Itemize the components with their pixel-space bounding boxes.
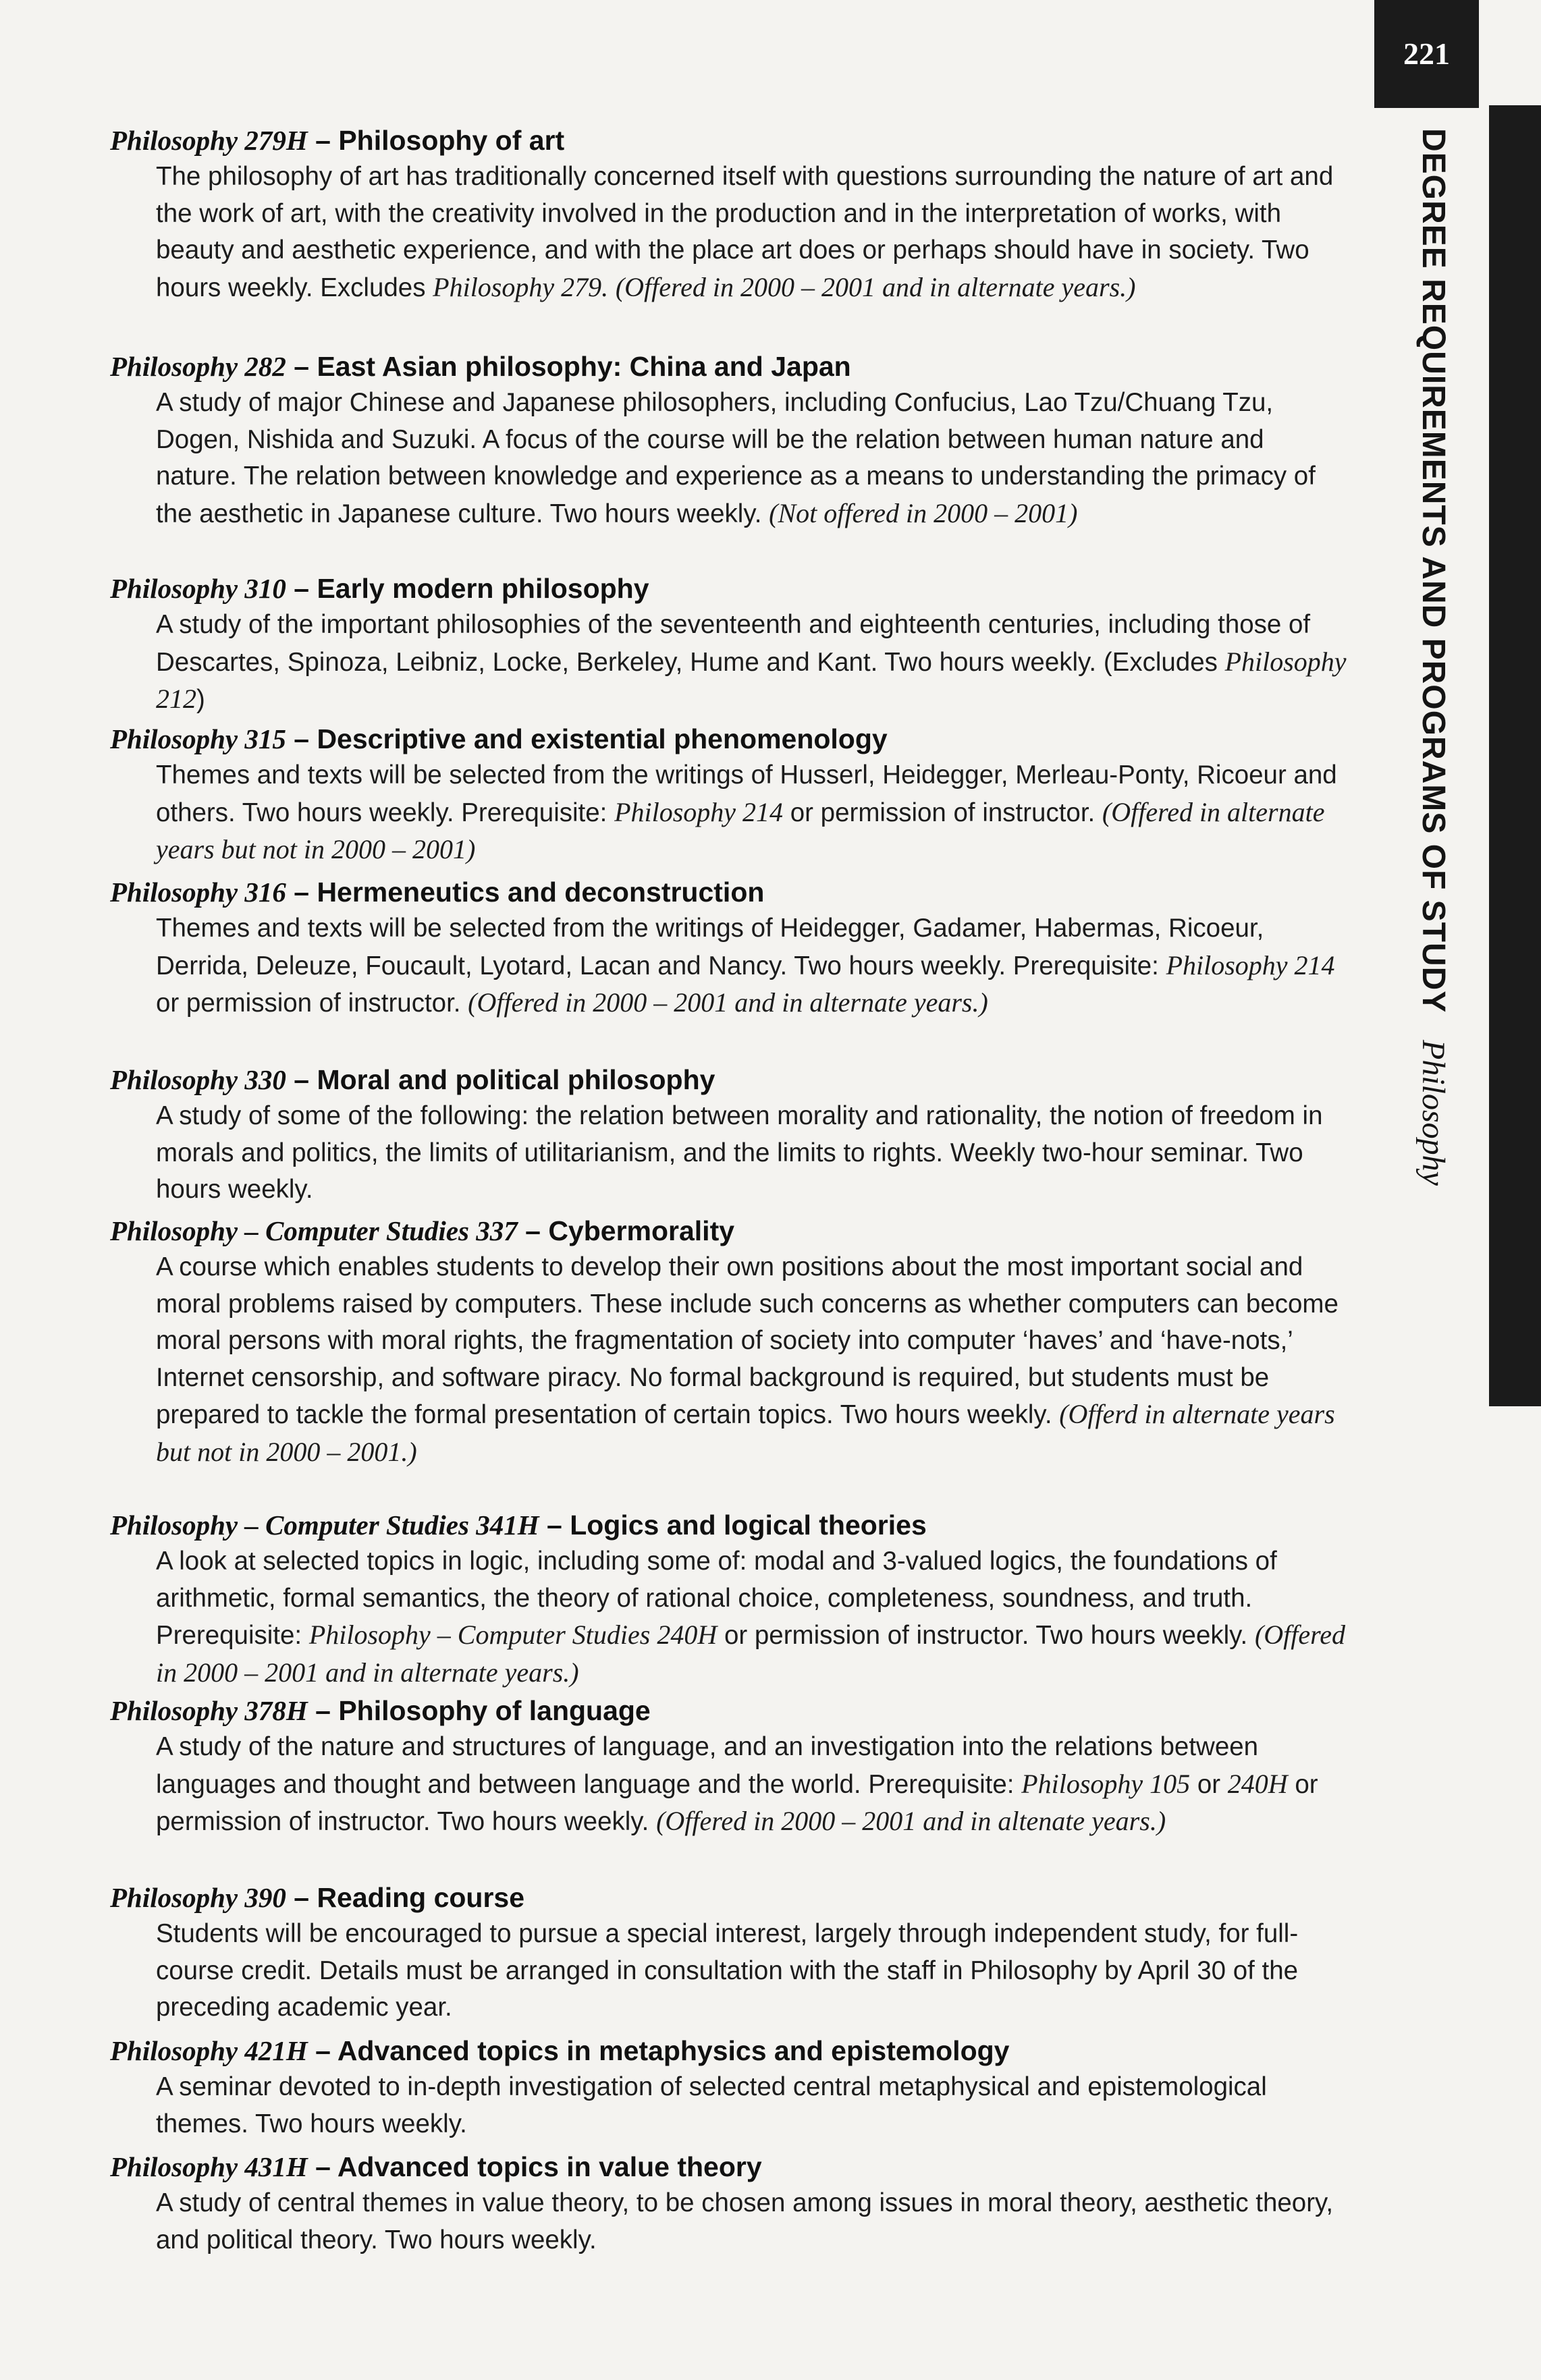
course-description (156, 910, 1347, 1022)
course-description (156, 385, 1347, 532)
course-description (156, 1098, 1347, 1209)
italic-text-run: (Offered in 2000 – 2001 and in alternate years.) (468, 987, 988, 1018)
text-run: or permission of instructor. Two hours weekly. (717, 1621, 1255, 1650)
course-name: Advanced topics in value theory (337, 2151, 762, 2182)
course-code: Philosophy 279H (110, 125, 308, 156)
italic-text-run: 240H (1227, 1768, 1288, 1799)
course-description (156, 1916, 1347, 2026)
course-code: Philosophy 378H (110, 1695, 308, 1726)
course-description (156, 1729, 1347, 1841)
italic-text-run: (Offered in 2000 – 2001 and in altenate years.) (656, 1806, 1166, 1836)
course-title: Philosophy – Computer Studies 337 – Cybermorality (110, 1215, 735, 1246)
text-run: A study of the nature and structures of language, and an investigation into the relations between languages and thought and between language and the world. Prerequisite: (156, 1732, 1259, 1799)
course-title: Philosophy 421H – Advanced topics in metaphysics and epistemology (110, 2035, 1010, 2066)
course-description (156, 2185, 1347, 2259)
text-run: or permission of instructor. (156, 989, 468, 1018)
course-code: Philosophy – Computer Studies 341H (110, 1510, 539, 1541)
text-run: A study of major Chinese and Japanese philosophers, including Confucius, Lao Tzu/Chuang Tzu, Dogen, Nishida and Suzuki. A focus of the course will be the relation between human nature and nature. The relation between knowledge and experience as a means to understanding the primacy of the aesthetic in Japanese culture. Two hours weekly. (156, 388, 1316, 528)
course-code: Philosophy 421H (110, 2035, 308, 2066)
course-description (156, 1249, 1347, 1471)
course-description (156, 607, 1347, 719)
text-run: A study of the important philosophies of the seventeenth and eighteenth centuries, including those of Descartes, Spinoza, Leibniz, Locke, Berkeley, Hume and Kant. Two hours weekly. (Excludes (156, 610, 1311, 677)
text-run: ) (196, 685, 205, 714)
course-description (156, 2069, 1347, 2142)
course-code: Philosophy 315 (110, 723, 286, 754)
course-code: Philosophy 310 (110, 573, 286, 604)
course-name: Cybermorality (548, 1215, 735, 1246)
course-title: Philosophy 310 – Early modern philosophy (110, 573, 649, 604)
course-name: Hermeneutics and deconstruction (317, 877, 765, 908)
text-run: Students will be encouraged to pursue a special interest, largely through independent study, for full-course credit. Details must be arranged in consultation with the staff in Philosophy by April 30 of the preceding academic year. (156, 1919, 1299, 2022)
section-heading: DEGREE REQUIREMENTS AND PROGRAMS OF STUDY (1415, 128, 1451, 1014)
section-tab-bar (1489, 105, 1541, 1406)
side-section-heading (1413, 128, 1453, 1186)
italic-text-run: (Not offered in 2000 – 2001) (769, 497, 1078, 528)
course-name: Philosophy of language (338, 1695, 651, 1726)
italic-text-run: Philosophy 212 (156, 646, 1347, 714)
course-code: Philosophy 316 (110, 877, 286, 908)
course-title: Philosophy 431H – Advanced topics in value theory (110, 2151, 762, 2182)
course-name: Early modern philosophy (317, 573, 649, 604)
course-title: Philosophy 378H – Philosophy of language (110, 1695, 651, 1726)
course-code: Philosophy 390 (110, 1882, 286, 1913)
italic-text-run: Philosophy – Computer Studies 240H (308, 1620, 718, 1650)
course-name: Moral and political philosophy (317, 1064, 715, 1095)
text-run: The philosophy of art has traditionally concerned itself with questions surrounding the nature of art and the work of art, with the creativity involved in the production and in the interpretation of works, with beauty and aesthetic experience, and with the place art does or perhaps should have in society. Two hours weekly. Excludes (156, 162, 1334, 302)
course-name: Reading course (317, 1882, 525, 1913)
italic-text-run: (Offered in alternate years but not in 2000 – 2001) (156, 796, 1325, 864)
course-description (156, 159, 1347, 306)
text-run: A seminar devoted to in-depth investigation of selected central metaphysical and epistemological themes. Two hours weekly. (156, 2072, 1267, 2138)
italic-text-run: (Offerd in alternate years but not in 2000 – 2001.) (156, 1399, 1335, 1467)
course-description (156, 1543, 1347, 1692)
text-run: or permission of instructor. Two hours weekly. (156, 1769, 1318, 1836)
italic-text-run: Philosophy 105 (1021, 1768, 1191, 1799)
course-name: Philosophy of art (338, 125, 565, 156)
text-run: Themes and texts will be selected from the writings of Heidegger, Gadamer, Habermas, Ricoeur, Derrida, Deleuze, Foucault, Lyotard, Lacan and Nancy. Two hours weekly. Prerequisite: (156, 914, 1264, 980)
italic-text-run: (Offered in 2000 – 2001 and in alternate years.) (615, 271, 1136, 302)
italic-text-run: Philosophy 214 (1166, 949, 1335, 980)
course-title: Philosophy 279H – Philosophy of art (110, 125, 565, 156)
italic-text-run: Philosophy 214 (614, 796, 784, 827)
course-title: Philosophy 315 – Descriptive and existential phenomenology (110, 723, 888, 754)
course-code: Philosophy – Computer Studies 337 (110, 1215, 518, 1246)
text-run: A look at selected topics in logic, including some of: modal and 3-valued logics, the foundations of arithmetic, formal semantics, the theory of rational choice, completeness, soundness, and truth. Prerequisite: (156, 1547, 1277, 1650)
course-code: Philosophy 431H (110, 2151, 308, 2182)
course-title: Philosophy – Computer Studies 341H – Logics and logical theories (110, 1510, 927, 1541)
course-code: Philosophy 282 (110, 351, 286, 382)
text-run: Themes and texts will be selected from the writings of Husserl, Heidegger, Merleau-Ponty, Ricoeur and others. Two hours weekly. Prerequisite: (156, 760, 1337, 827)
course-code: Philosophy 330 (110, 1064, 286, 1095)
text-run: A course which enables students to develop their own positions about the most important social and moral problems raised by computers. These include such concerns as whether computers can become moral persons with moral rights, the fragmentation of society into computer ‘haves’ and ‘have-nots,’ Internet censorship, and software piracy. No formal background is required, but students must be prepared to tackle the formal presentation of certain topics. Two hours weekly. (156, 1252, 1339, 1429)
text-run: or (1190, 1769, 1228, 1799)
text-run: A study of central themes in value theory, to be chosen among issues in moral theory, aesthetic theory, and political theory. Two hours weekly. (156, 2188, 1334, 2254)
course-description (156, 757, 1347, 869)
course-title: Philosophy 330 – Moral and political philosophy (110, 1064, 715, 1095)
course-name: East Asian philosophy: China and Japan (317, 351, 851, 382)
course-title: Philosophy 316 – Hermeneutics and deconstruction (110, 877, 765, 908)
text-run: A study of some of the following: the relation between morality and rationality, the notion of freedom in morals and politics, the limits of utilitarianism, and the limits to rights. Weekly two-hour seminar. Two hours weekly. (156, 1101, 1323, 1204)
course-name: Logics and logical theories (570, 1510, 927, 1541)
course-title: Philosophy 282 – East Asian philosophy: China and Japan (110, 351, 851, 382)
course-name: Advanced topics in metaphysics and epistemology (337, 2035, 1010, 2066)
course-title: Philosophy 390 – Reading course (110, 1882, 525, 1913)
course-name: Descriptive and existential phenomenology (317, 723, 888, 754)
page-number: 221 (1374, 0, 1479, 108)
text-run: or permission of instructor. (783, 798, 1102, 827)
text-run (608, 273, 616, 302)
subject-heading: Philosophy (1415, 1040, 1451, 1186)
italic-text-run: Philosophy 279. (433, 271, 609, 302)
italic-text-run: (Offered in 2000 – 2001 and in alternate years.) (156, 1620, 1345, 1688)
